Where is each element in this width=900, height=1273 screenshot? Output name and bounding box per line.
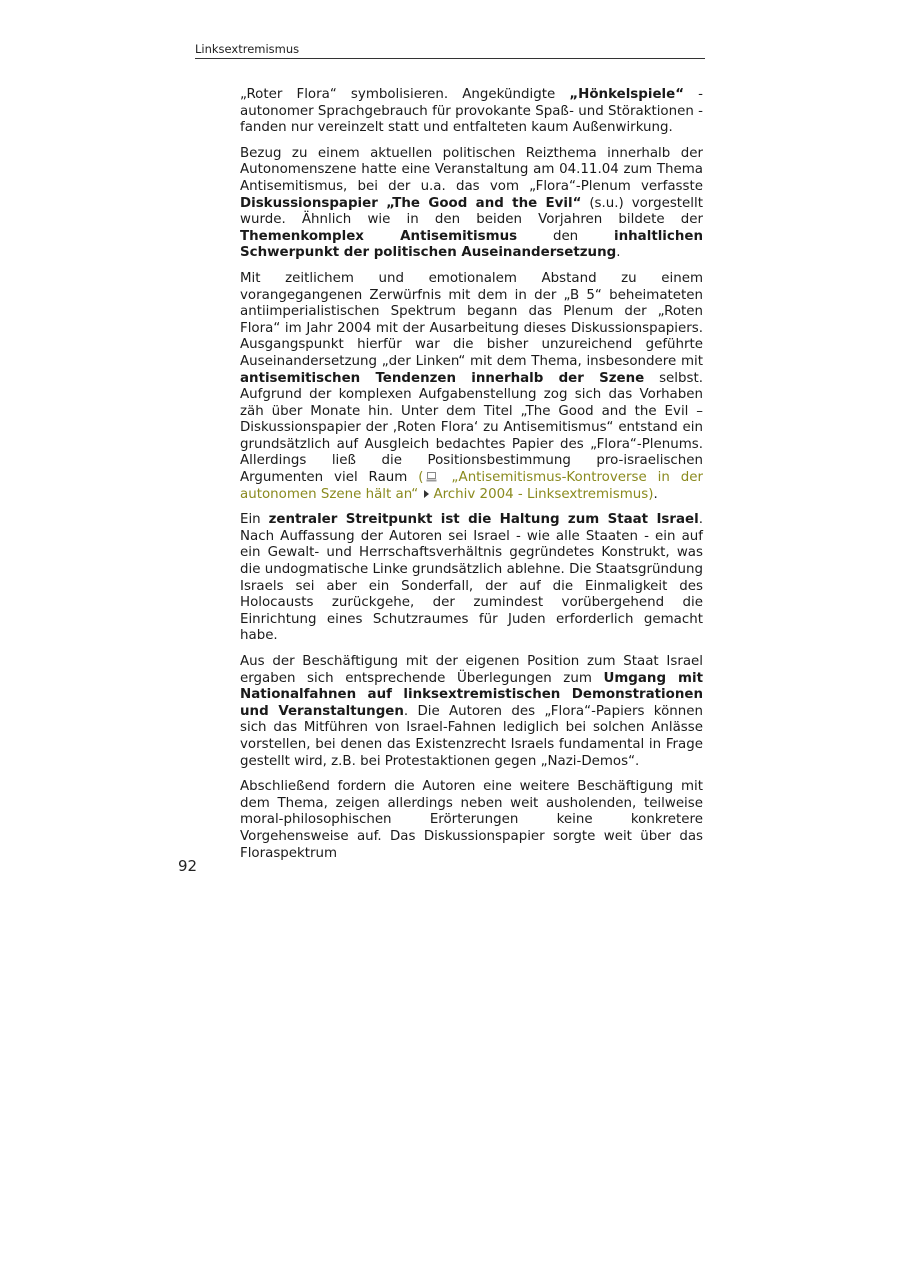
text-run: Abschließend fordern die Autoren eine weitere Beschäftigung mit dem Thema, zeigen allerdings neben weit ausholenden, teilweise moral-philosophischen Erörterungen keine konkretere Vorgehensweise auf. Das Diskussionspapier sorgte weit über das Floraspektrum <box>240 779 703 861</box>
text-run: Aus der Beschäftigung mit der eigenen Position zum Staat Israel ergaben sich entsprechende Überlegungen zum <box>240 654 703 686</box>
arrow-right-icon <box>424 490 429 498</box>
text-run: Ein <box>240 512 269 528</box>
text-run: den <box>517 228 615 244</box>
bold-run: inhaltlichen Schwerpunkt der politischen Auseinandersetzung <box>240 228 703 261</box>
running-header: Linksextremismus <box>195 42 705 59</box>
text-run: „Roter Flora“ symbolisieren. Angekündigte <box>240 87 570 102</box>
paragraph-6 <box>240 779 703 862</box>
paragraph-2 <box>240 146 703 262</box>
link-archive: Archiv 2004 - Linksextremismus <box>433 486 649 502</box>
computer-icon <box>426 472 437 482</box>
text-run: . <box>616 245 621 261</box>
text-run: Mit zeitlichem und emotionalem Abstand zu einem vorangegangenen Zerwürfnis mit dem in der „B 5“ beheimateten antiimperialistischen Spektrum begann das Plenum der „Roten Flora“ im Jahr 2004 mit der Ausarbeitung dieses Diskussionspapiers. Ausgangspunkt hierfür war die bisher unzureichend geführte Auseinandersetzung „der Linken“ mit dem Thema, insbesondere mit <box>240 270 703 369</box>
body-text <box>240 87 703 871</box>
paragraph-3 <box>240 271 703 503</box>
paragraph-4 <box>240 512 703 645</box>
text-run: selbst. Aufgrund der komplexen Aufgabenstellung zog sich das Vorhaben zäh über Monate hin. Unter dem Titel „The Good and the Evil – Diskussionspapier der ‚Roten Flora‘ zu Antisemitismus“ entstand ein grundsätzlich auf Ausgleich bedachtes Papier des „Flora“-Plenums. Allerdings ließ die Positionsbestimmung pro-israelischen Argumenten viel Raum <box>240 370 703 486</box>
bold-run: Umgang mit Nationalfahnen auf linksextremistischen Demonstrationen und Veranstaltungen <box>240 670 704 719</box>
bold-run: antisemitischen Tendenzen innerhalb der Szene <box>240 370 645 386</box>
bold-run: Themenkomplex Antisemitismus <box>240 228 518 244</box>
text-run: - autonomer Sprachgebrauch für provokante Spaß- und Störaktionen - fanden nur vereinzelt statt und entfalteten kaum Außenwirkung. <box>240 87 703 136</box>
text-run: . Die Autoren des „Flora“-Papiers können sich das Mitführen von Israel-Fahnen lediglich bei solchen Anlässe vorstellen, bei denen das Existenzrecht Israels fundamental in Frage gestellt wird, z.B. bei Protestaktionen gegen „Nazi-Demos“. <box>240 703 703 769</box>
text-run: . Nach Auffassung der Autoren sei Israel - wie alle Staaten - ein auf ein Gewalt- und Herrschaftsverhältnis gegründetes Konstrukt, was die undogmatische Linke grundsätzlich ablehne. Die Staatsgründung Israels sei aber ein Sonderfall, der auf die Einmaligkeit des Holocausts zurückgehe, der zumindest vorübergehend die Einrichtung eines Schutzraumes für Juden erforderlich gemacht habe. <box>240 512 703 644</box>
link-text: „Antisemitismus-Kontroverse in der autonomen Szene hält an“ <box>240 470 703 502</box>
bold-run: zentraler Streitpunkt ist die Haltung zum Staat Israel <box>268 512 699 528</box>
paragraph-1 <box>240 87 703 137</box>
paragraph-5 <box>240 654 703 770</box>
bold-run: „Hönkelspiele“ <box>569 87 685 102</box>
link-paren-close: ) <box>648 486 654 502</box>
link-paren-open: ( <box>418 470 424 486</box>
text-run: . <box>653 486 658 502</box>
bold-run: Diskussionspapier „The Good and the Evil“ <box>240 195 582 211</box>
text-run: Bezug zu einem aktuellen politischen Reizthema innerhalb der Autonomenszene hatte eine Veranstaltung am 04.11.04 zum Thema Antisemitismus, bei der u.a. das vom „Flora“-Plenum verfasste <box>240 145 703 194</box>
text-run: (s.u.) vorgestellt wurde. Ähnlich wie in den beiden Vorjahren bildete der <box>240 195 703 228</box>
page-number: 92 <box>178 857 198 875</box>
